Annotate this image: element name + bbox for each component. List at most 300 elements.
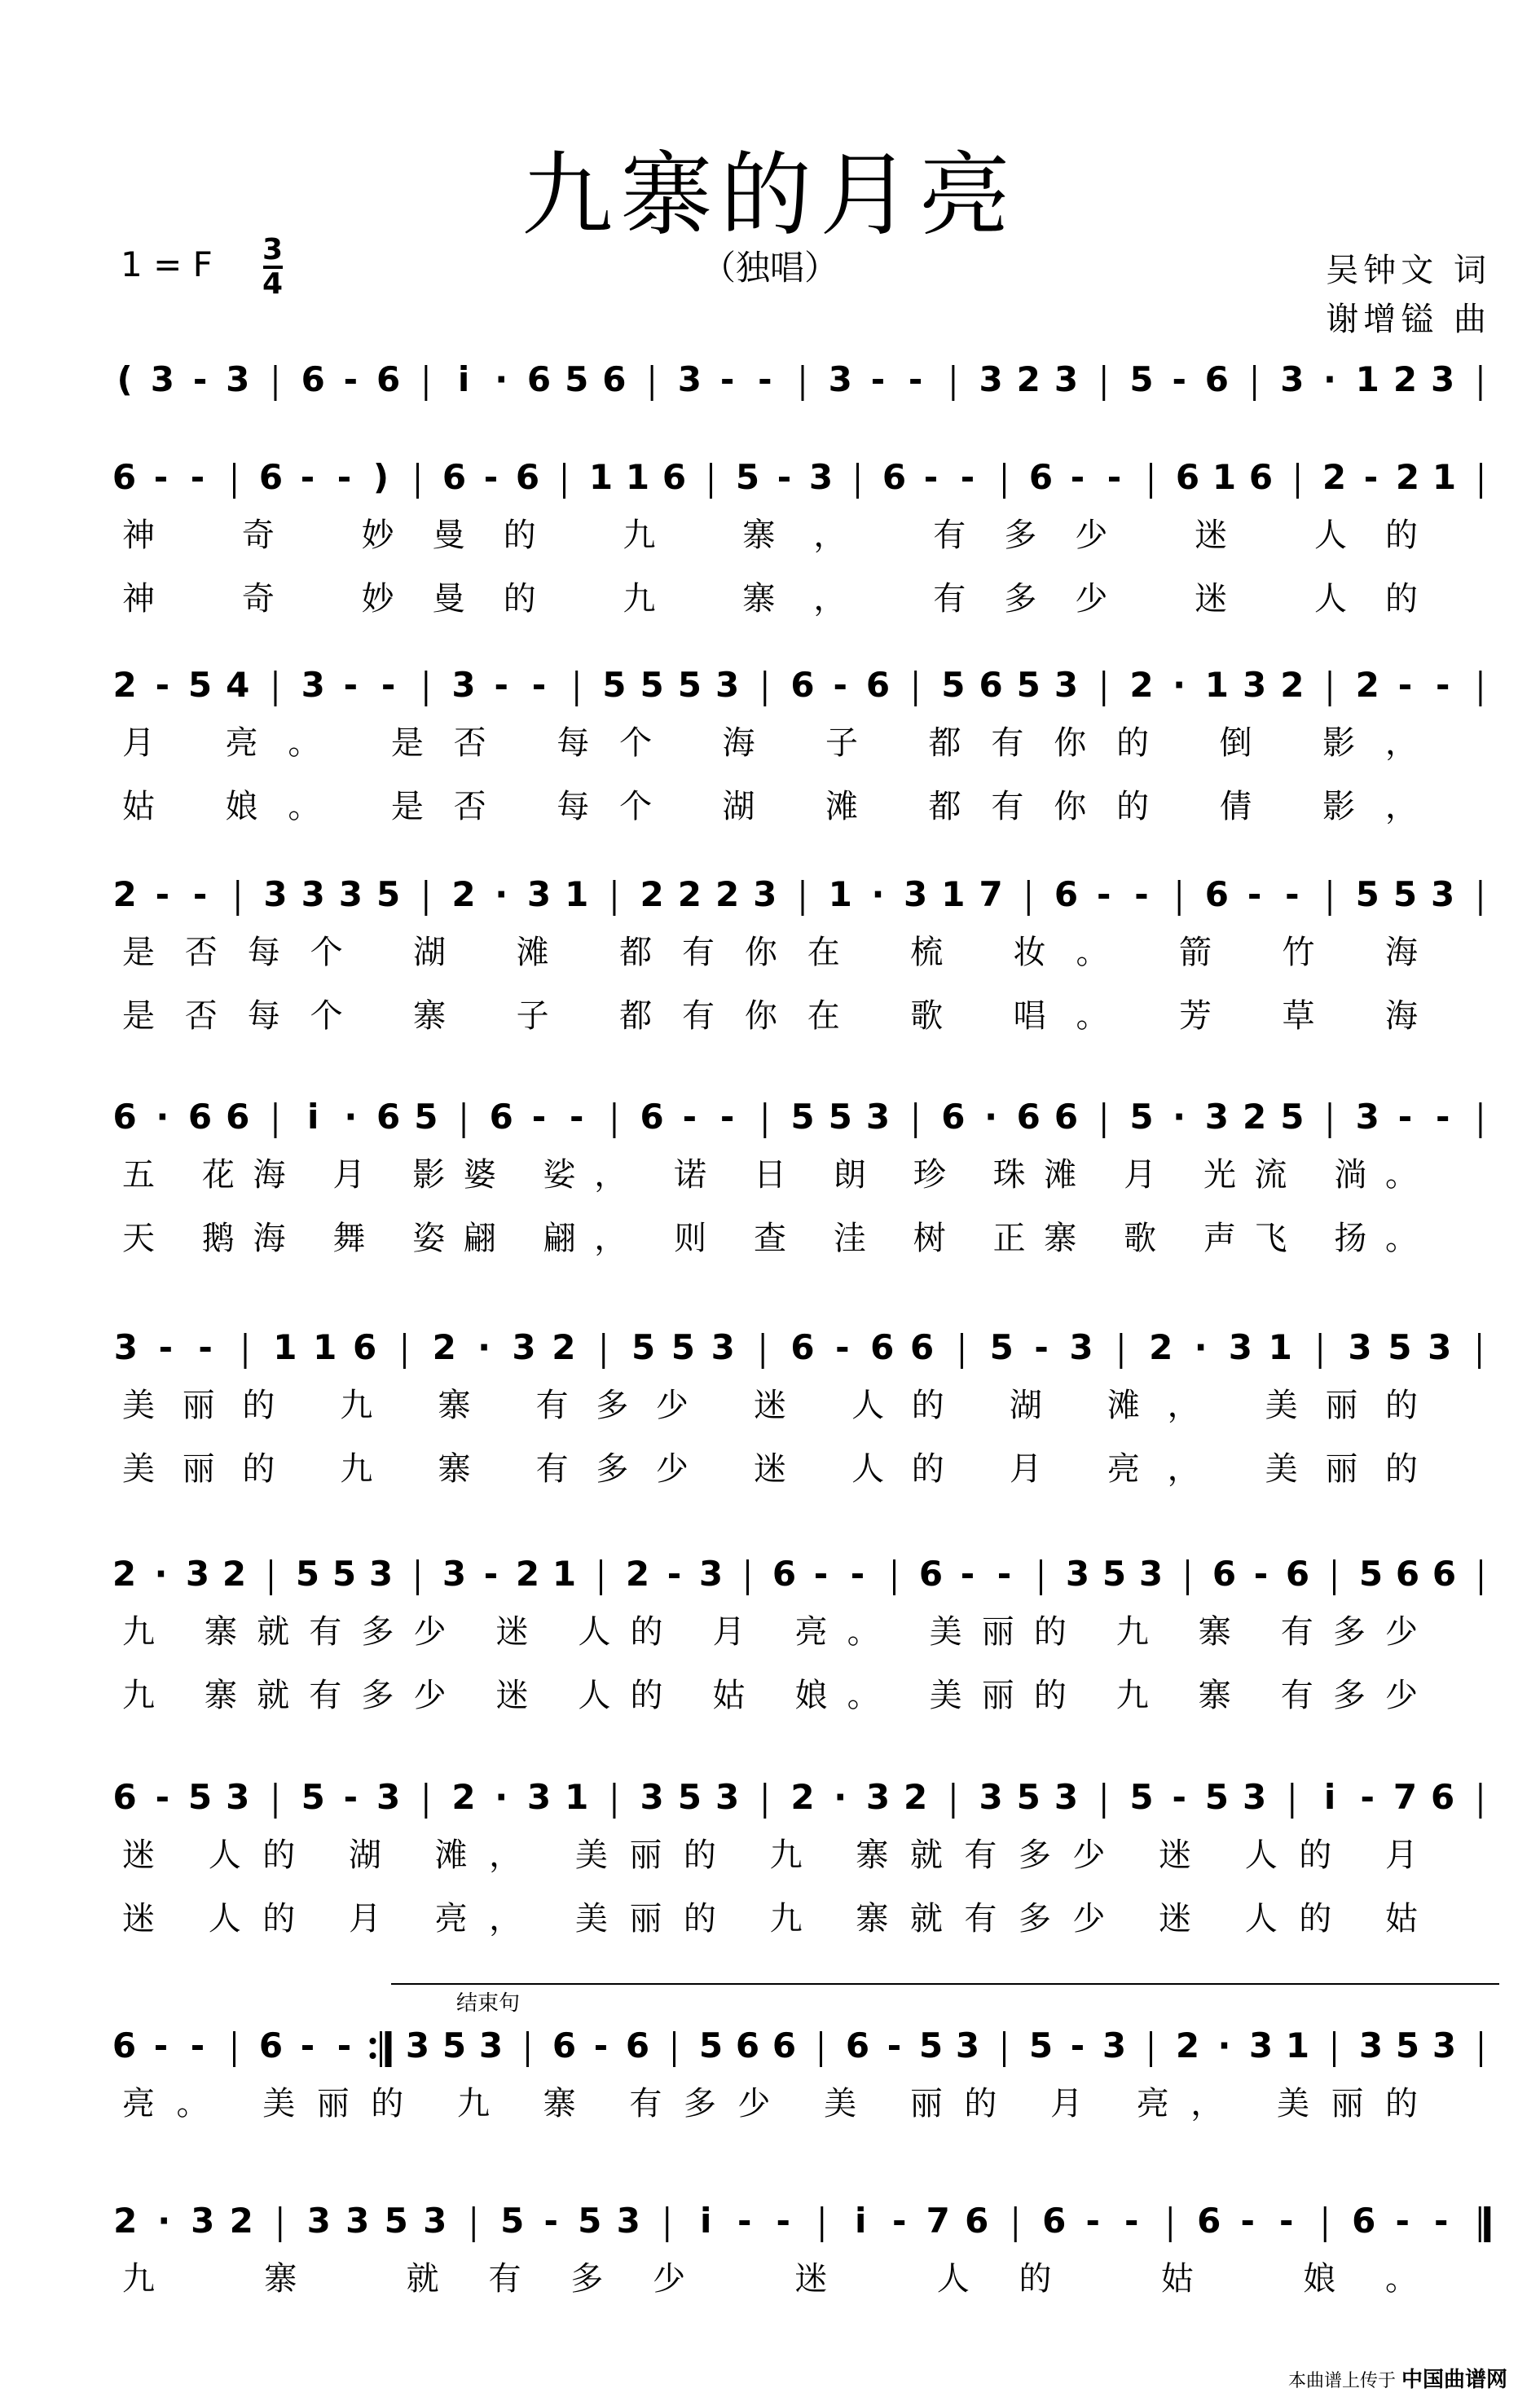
upload-note <box>1288 2363 1507 2393</box>
note-symbol: 1 <box>1285 2026 1310 2065</box>
note-symbol: i <box>700 2201 712 2241</box>
note-symbol: - <box>758 359 772 399</box>
note-symbol: · <box>1217 2026 1231 2065</box>
note-symbol: 5 <box>376 874 401 914</box>
song-title: 九寨的月亮 <box>521 143 1019 249</box>
note-symbol: 3 <box>526 1777 552 1817</box>
note-symbol: 1 <box>1432 457 1457 497</box>
note-symbol: - <box>190 457 205 497</box>
note-symbol: 3 <box>1102 2026 1127 2065</box>
note-symbol: 2 <box>1129 665 1154 705</box>
note-symbol: 5 <box>414 1097 438 1137</box>
note-symbol: 6 <box>1204 359 1229 399</box>
note-symbol: 3 <box>306 2201 331 2241</box>
lyric-line-2: 迷 人的 月 亮， 美丽的 九 寨就有多少 迷 人的 姑 <box>122 1900 1418 1938</box>
note-symbol: 3 <box>150 359 174 399</box>
note-symbol: 2 <box>640 874 664 914</box>
note-symbol: 3 <box>1054 665 1079 705</box>
note-symbol: 1 <box>313 1327 337 1367</box>
note-symbol: 5 <box>1204 1777 1229 1817</box>
note-symbol: - <box>155 665 170 705</box>
note-symbol: 6 <box>602 359 627 399</box>
note-symbol: 6 <box>258 2026 284 2065</box>
note-symbol: 5 <box>301 1777 325 1817</box>
note-symbol: 2 <box>1355 665 1379 705</box>
note-symbol: - <box>153 2026 169 2065</box>
note-symbol: i <box>855 2201 867 2241</box>
note-symbol: 6 <box>442 457 467 497</box>
note-symbol: - <box>337 457 352 497</box>
note-symbol: 1 <box>1355 359 1379 399</box>
note-symbol: - <box>1172 359 1186 399</box>
note-symbol: - <box>1034 1327 1049 1367</box>
note-symbol: - <box>593 2026 609 2065</box>
note-symbol: - <box>343 1777 359 1817</box>
note-symbol: 5 <box>677 665 702 705</box>
note-symbol: 6 <box>1042 2201 1067 2241</box>
note-symbol: 3 <box>808 457 834 497</box>
lyric-line-2: 神 奇 妙曼的 九 寨， 有多少 迷 人的 <box>122 580 1419 618</box>
note-symbol: - <box>1434 2201 1449 2241</box>
note-symbol: 6 <box>1352 2201 1376 2241</box>
note-symbol: - <box>569 1097 584 1137</box>
note-symbol: 6 <box>882 457 907 497</box>
note-symbol: 7 <box>979 874 1003 914</box>
note-symbol: 6 <box>376 359 401 399</box>
note-symbol: - <box>1363 457 1379 497</box>
note-symbol: 3 <box>376 1777 401 1817</box>
note-symbol: 3 <box>1280 359 1305 399</box>
note-symbol: 5 <box>918 2026 944 2065</box>
note-symbol: 6 <box>1212 1554 1237 1594</box>
note-symbol: 5 <box>671 1327 696 1367</box>
note-symbol: 3 <box>828 359 852 399</box>
note-symbol: 2 <box>451 1777 476 1817</box>
note-symbol: 5 <box>1016 665 1041 705</box>
note-symbol: 6 <box>1016 1097 1041 1137</box>
note-symbol: 6 <box>870 1327 895 1367</box>
note-symbol: 5 <box>384 2201 408 2241</box>
note-symbol: - <box>300 2026 315 2065</box>
note-symbol: 5 <box>1028 2026 1054 2065</box>
meter-numerator: 3 <box>262 233 284 266</box>
note-symbol: 2 <box>515 1554 540 1594</box>
note-symbol: 6 <box>790 1327 815 1367</box>
note-symbol: - <box>833 665 847 705</box>
note-symbol: - <box>155 1777 170 1817</box>
note-symbol: 6 <box>1285 1554 1310 1594</box>
note-symbol: 3 <box>1348 1327 1372 1367</box>
composer-credit: 谢增镒 曲 <box>1326 301 1491 338</box>
note-symbol: 5 <box>1388 1327 1412 1367</box>
note-symbol: 1 <box>1204 665 1229 705</box>
repeat-dot <box>370 2038 376 2044</box>
note-symbol: 6 <box>965 2201 989 2241</box>
note-symbol: 2 <box>904 1777 928 1817</box>
note-symbol: 5 <box>1280 1097 1305 1137</box>
note-symbol: - <box>813 1554 829 1594</box>
lyric-line-1: 月 亮。 是否 每个 海 子 都有你的 倒 影， <box>122 724 1418 762</box>
note-symbol: 3 <box>345 2201 370 2241</box>
note-symbol: 6 <box>112 457 137 497</box>
note-symbol: - <box>190 2026 205 2065</box>
note-symbol: 2 <box>113 2201 138 2241</box>
note-symbol: - <box>337 2026 352 2065</box>
note-symbol: 6 <box>1054 874 1079 914</box>
note-symbol: 3 <box>1228 1327 1253 1367</box>
note-symbol: 3 <box>1431 359 1455 399</box>
note-symbol: 2 <box>1149 1327 1173 1367</box>
note-symbol: 2 <box>432 1327 456 1367</box>
note-symbol: 3 <box>865 1777 891 1817</box>
note-symbol: 5 <box>698 2026 724 2065</box>
note-symbol: 3 <box>263 874 288 914</box>
note-symbol: 2 <box>790 1777 815 1817</box>
note-symbol: 6 <box>845 2026 870 2065</box>
note-symbol: 5 <box>500 2201 525 2241</box>
note-symbol: ) <box>372 457 389 497</box>
note-symbol: 6 <box>662 457 687 497</box>
note-symbol: 3 <box>979 359 1003 399</box>
note-symbol: - <box>850 1554 865 1594</box>
note-symbol: 5 <box>602 665 627 705</box>
note-symbol: 6 <box>772 2026 797 2065</box>
note-symbol: 2 <box>1242 1097 1267 1137</box>
note-symbol: - <box>300 457 315 497</box>
note-symbol: 1 <box>625 457 650 497</box>
note-symbol: 6 <box>258 457 284 497</box>
note-symbol: 3 <box>677 359 702 399</box>
note-symbol: · <box>1194 1327 1208 1367</box>
lyric-line-1: 五 花海 月 影婆 娑， 诺 日 朗 珍 珠滩 月 光流 淌。 <box>122 1156 1418 1194</box>
note-symbol: 6 <box>112 2026 137 2065</box>
note-symbol: 3 <box>1054 1777 1079 1817</box>
lyric-line-2: 九 寨就有多少 迷 人的 姑 娘。 美丽的 九 寨 有多少 <box>122 1677 1418 1714</box>
note-symbol: - <box>343 665 359 705</box>
note-symbol: 1 <box>941 874 966 914</box>
note-symbol: - <box>1134 874 1149 914</box>
note-symbol: 6 <box>526 359 552 399</box>
note-symbol: 3 <box>405 2026 430 2065</box>
note-symbol: 3 <box>640 1777 664 1817</box>
note-symbol: - <box>483 1554 499 1594</box>
repeat-dot <box>370 2052 376 2059</box>
note-symbol: 5 <box>442 2026 467 2065</box>
note-symbol: 3 <box>1065 1554 1090 1594</box>
note-symbol: 5 <box>735 457 760 497</box>
lyric-line-1: 九 寨就有多少 迷 人的 月 亮。 美丽的 九 寨 有多少 <box>122 1613 1418 1651</box>
note-symbol: 3 <box>526 874 552 914</box>
note-symbol: 2 <box>229 2201 253 2241</box>
note-symbol: 5 <box>790 1097 815 1137</box>
note-symbol: - <box>1247 874 1262 914</box>
note-symbol: - <box>1070 457 1085 497</box>
note-symbol: 5 <box>941 665 966 705</box>
note-symbol: - <box>494 665 508 705</box>
note-symbol: 3 <box>423 2201 447 2241</box>
note-symbol: 3 <box>979 1777 1003 1817</box>
note-symbol: 6 <box>1197 2201 1221 2241</box>
note-symbol: 6 <box>1028 457 1054 497</box>
note-symbol: · <box>984 1097 998 1137</box>
note-symbol: · <box>1173 1097 1186 1137</box>
note-symbol: · <box>477 1327 491 1367</box>
note-symbol: 3 <box>1432 2026 1457 2065</box>
note-symbol: 6 <box>1395 1554 1420 1594</box>
note-symbol: 1 <box>273 1327 297 1367</box>
note-symbol: 3 <box>1358 2026 1384 2065</box>
note-symbol: 6 <box>979 665 1003 705</box>
note-symbol: 2 <box>625 1554 650 1594</box>
note-symbol: - <box>158 1327 174 1367</box>
note-symbol: 2 <box>112 874 137 914</box>
note-symbol: - <box>1285 874 1300 914</box>
note-symbol: - <box>1435 665 1450 705</box>
note-symbol: 6 <box>735 2026 760 2065</box>
note-symbol: 2 <box>1395 457 1420 497</box>
note-symbol: 1 <box>828 874 852 914</box>
note-symbol: 3 <box>1069 1327 1093 1367</box>
note-symbol: 5 <box>828 1097 852 1137</box>
note-symbol: · <box>156 1097 169 1137</box>
note-symbol: 2 <box>1322 457 1347 497</box>
note-symbol: 5 <box>1393 874 1418 914</box>
note-symbol: - <box>719 359 735 399</box>
note-symbol: i <box>306 1097 319 1137</box>
note-symbol: · <box>1323 359 1337 399</box>
lyric-line-1: 迷 人的 湖 滩， 美丽的 九 寨就有多少 迷 人的 月 <box>122 1836 1418 1874</box>
note-symbol: 5 <box>1129 359 1154 399</box>
note-symbol: 3 <box>442 1554 467 1594</box>
note-symbol: · <box>495 1777 508 1817</box>
note-symbol: - <box>192 359 208 399</box>
note-symbol: 3 <box>1355 1097 1379 1137</box>
note-symbol: 3 <box>1204 1097 1229 1137</box>
lyric-line-2: 天 鹅海 舞 姿翩 翩， 则 查 洼 树 正寨 歌 声飞 扬。 <box>122 1220 1418 1257</box>
note-symbol: 3 <box>338 874 363 914</box>
note-symbol: 3 <box>1054 359 1079 399</box>
lyric-line-1: 美丽的 九 寨 有多少 迷 人的 湖 滩， 美丽的 <box>122 1387 1418 1424</box>
note-symbol: 6 <box>1431 1777 1455 1817</box>
note-symbol: - <box>892 2201 907 2241</box>
note-symbol: - <box>1360 1777 1375 1817</box>
note-symbol: 3 <box>301 874 325 914</box>
note-symbol: 2 <box>715 874 740 914</box>
note-symbol: 2 <box>112 1554 137 1594</box>
site-name: 中国曲谱网 <box>1401 2368 1507 2392</box>
note-symbol: 2 <box>1280 665 1305 705</box>
note-symbol: - <box>960 1554 975 1594</box>
lyric-line-2: 美丽的 九 寨 有多少 迷 人的 月 亮， 美丽的 <box>122 1450 1418 1488</box>
note-symbol: - <box>1253 1554 1269 1594</box>
coda-label: 结束句 <box>456 1991 521 2016</box>
note-symbol: 6 <box>640 1097 664 1137</box>
note-symbol: 5 <box>1358 1554 1384 1594</box>
note-symbol: 3 <box>226 1777 250 1817</box>
note-symbol: 1 <box>565 874 589 914</box>
note-symbol: 3 <box>1248 2026 1274 2065</box>
note-symbol: 5 <box>989 1327 1014 1367</box>
note-symbol: 3 <box>191 2201 215 2241</box>
note-symbol: 6 <box>352 1327 377 1367</box>
note-symbol: - <box>1124 2201 1139 2241</box>
note-symbol: · <box>495 874 508 914</box>
note-symbol: 3 <box>478 2026 504 2065</box>
note-symbol: 1 <box>565 1777 589 1817</box>
note-symbol: · <box>154 1554 168 1594</box>
note-symbol: - <box>887 2026 902 2065</box>
note-symbol: 3 <box>1242 665 1267 705</box>
note-symbol: 3 <box>955 2026 980 2065</box>
meter-denominator: 4 <box>262 267 284 301</box>
lyric-line-2: 姑 娘。 是否 每个 湖 滩 都有你的 倩 影， <box>122 788 1418 825</box>
note-symbol: 3 <box>698 1554 724 1594</box>
note-symbol: 2 <box>222 1554 247 1594</box>
note-symbol: 3 <box>113 1327 139 1367</box>
note-symbol: - <box>908 359 923 399</box>
note-symbol: - <box>667 1554 682 1594</box>
note-symbol: 6 <box>772 1554 797 1594</box>
note-symbol: - <box>682 1097 697 1137</box>
note-symbol: 3 <box>1428 1327 1452 1367</box>
note-symbol: 3 <box>226 359 250 399</box>
note-symbol: 6 <box>1432 1554 1457 1594</box>
note-symbol: - <box>153 457 169 497</box>
note-symbol: 3 <box>185 1554 210 1594</box>
note-symbol: 1 <box>588 457 614 497</box>
note-symbol: 1 <box>1212 457 1237 497</box>
note-symbol: · <box>834 1777 847 1817</box>
note-symbol: 2 <box>1393 359 1418 399</box>
note-symbol: - <box>381 665 396 705</box>
note-symbol: - <box>1107 457 1122 497</box>
note-symbol: 4 <box>226 665 250 705</box>
note-symbol: - <box>543 2201 558 2241</box>
note-symbol: 6 <box>489 1097 513 1137</box>
note-symbol: 3 <box>1138 1554 1164 1594</box>
note-symbol: 6 <box>918 1554 944 1594</box>
note-symbol: 5 <box>631 1327 656 1367</box>
note-symbol: 6 <box>226 1097 250 1137</box>
note-symbol: 5 <box>578 2201 602 2241</box>
note-symbol: 1 <box>1268 1327 1292 1367</box>
note-symbol: - <box>737 2201 752 2241</box>
note-symbol: - <box>923 457 939 497</box>
note-symbol: 6 <box>1054 1097 1079 1137</box>
note-symbol: 7 <box>926 2201 950 2241</box>
note-symbol: - <box>777 457 792 497</box>
note-symbol: - <box>192 874 208 914</box>
note-symbol: 6 <box>112 1777 137 1817</box>
note-symbol: 6 <box>941 1097 966 1137</box>
note-symbol: 2 <box>552 1327 576 1367</box>
key-signature: 1 = F <box>121 244 213 284</box>
note-symbol: 3 <box>715 1777 740 1817</box>
note-symbol: 2 <box>112 665 137 705</box>
note-symbol: 3 <box>865 1097 891 1137</box>
note-symbol: 5 <box>187 1777 213 1817</box>
note-symbol: 6 <box>515 457 540 497</box>
note-symbol: - <box>835 1327 850 1367</box>
note-symbol: - <box>1435 1097 1450 1137</box>
note-symbol: - <box>1395 2201 1410 2241</box>
note-symbol: 6 <box>1175 457 1200 497</box>
lyric-line-1: 是否每个 湖 滩 都有你在 梳 妆。 箭 竹 海 <box>122 934 1418 971</box>
lyric-line-1: 神 奇 妙曼的 九 寨， 有多少 迷 人的 <box>122 517 1419 554</box>
upload-prefix: 本曲谱上传于 <box>1287 2371 1396 2391</box>
note-symbol: - <box>198 1327 213 1367</box>
note-symbol: - <box>1085 2201 1100 2241</box>
note-symbol: - <box>1172 1777 1186 1817</box>
note-symbol: 6 <box>112 1097 137 1137</box>
note-symbol: 5 <box>187 665 213 705</box>
note-symbol: 5 <box>1355 874 1379 914</box>
note-symbol: - <box>997 1554 1012 1594</box>
note-symbol: 5 <box>1016 1777 1041 1817</box>
note-symbol: - <box>483 457 499 497</box>
note-symbol: · <box>495 359 508 399</box>
note-symbol: - <box>776 2201 790 2241</box>
note-symbol: · <box>157 2201 171 2241</box>
note-symbol: i <box>1323 1777 1336 1817</box>
note-symbol: - <box>343 359 359 399</box>
note-symbol: - <box>1397 1097 1413 1137</box>
note-symbol: 5 <box>1102 1554 1127 1594</box>
note-symbol: 6 <box>301 359 325 399</box>
note-symbol: - <box>1097 874 1111 914</box>
note-symbol: 3 <box>711 1327 735 1367</box>
note-symbol: - <box>1240 2201 1255 2241</box>
note-symbol: 6 <box>1204 874 1229 914</box>
note-symbol: 1 <box>552 1554 577 1594</box>
note-symbol: 6 <box>909 1327 935 1367</box>
note-symbol: i <box>457 359 470 399</box>
note-symbol: - <box>870 359 886 399</box>
note-symbol: · <box>1173 665 1186 705</box>
note-symbol: 6 <box>865 665 891 705</box>
note-symbol: - <box>960 457 975 497</box>
note-symbol: 6 <box>625 2026 650 2065</box>
note-symbol: 3 <box>715 665 740 705</box>
note-symbol: 2 <box>1175 2026 1200 2065</box>
note-symbol: - <box>1397 665 1413 705</box>
note-symbol: - <box>155 874 170 914</box>
song-subtitle: （独唱） <box>701 248 838 288</box>
note-symbol: 6 <box>187 1097 213 1137</box>
note-symbol: 3 <box>301 665 325 705</box>
note-symbol: 3 <box>753 874 777 914</box>
note-symbol: 6 <box>552 2026 577 2065</box>
note-symbol: - <box>531 1097 547 1137</box>
lyric-line-1: 亮。 美丽的 九 寨 有多少 美 丽的 月 亮， 美丽的 <box>122 2085 1418 2122</box>
note-symbol: 2 <box>1016 359 1041 399</box>
note-symbol: 3 <box>451 665 476 705</box>
note-symbol: 3 <box>1431 874 1455 914</box>
note-symbol: 5 <box>565 359 589 399</box>
note-symbol: 5 <box>677 1777 702 1817</box>
note-symbol: 3 <box>512 1327 536 1367</box>
note-symbol: - <box>1279 2201 1294 2241</box>
note-symbol: - <box>1070 2026 1085 2065</box>
lyric-line-1: 九 寨 就有多少 迷 人的 姑 娘。 <box>122 2260 1419 2298</box>
note-symbol: 5 <box>1129 1777 1154 1817</box>
note-symbol: · <box>344 1097 358 1137</box>
note-symbol: - <box>531 665 547 705</box>
note-symbol: 5 <box>1395 2026 1420 2065</box>
note-symbol: · <box>871 874 885 914</box>
note-symbol: 3 <box>904 874 928 914</box>
note-symbol: 6 <box>376 1097 401 1137</box>
